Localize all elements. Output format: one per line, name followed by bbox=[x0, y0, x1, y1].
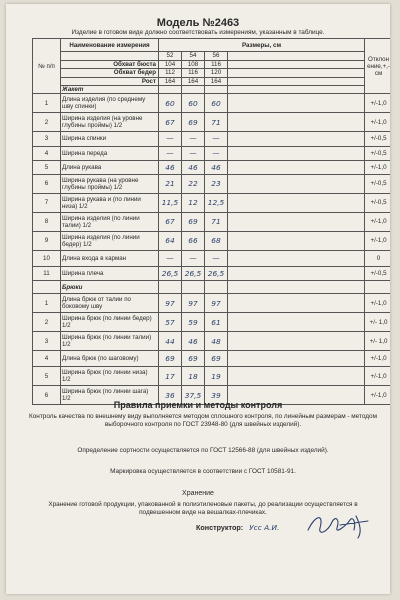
size-param-label bbox=[61, 52, 159, 61]
measurement-value: 71 bbox=[205, 212, 228, 231]
measurement-value: — bbox=[205, 132, 228, 146]
measurement-value: 26,5 bbox=[159, 266, 182, 280]
blank-cell bbox=[228, 60, 365, 69]
blank-cell bbox=[228, 313, 365, 332]
row-number: 11 bbox=[33, 266, 61, 280]
size-param-value: 164 bbox=[182, 77, 205, 86]
tolerance-value: +/- 1,0 bbox=[365, 332, 390, 351]
measurement-value: 67 bbox=[159, 212, 182, 231]
rules-title: Правила приемки и методы контроля bbox=[113, 400, 283, 410]
measurement-value: 71 bbox=[205, 113, 228, 132]
measurement-name: Ширина спинки bbox=[61, 132, 159, 146]
row-number: 5 bbox=[33, 160, 61, 174]
measurement-value: — bbox=[159, 250, 182, 266]
constructor-label: Конструктор: bbox=[196, 523, 244, 532]
measurement-value: 26,5 bbox=[205, 266, 228, 280]
blank-cell bbox=[228, 174, 365, 193]
col-sizes-header: Размеры, см bbox=[159, 39, 365, 52]
size-param-row bbox=[33, 69, 391, 78]
measurement-name: Ширина брюк (по линии талии) 1/2 bbox=[61, 332, 159, 351]
tolerance-value: +/-1,0 bbox=[365, 212, 390, 231]
row-number: 1 bbox=[33, 294, 61, 313]
blank-cell bbox=[228, 367, 365, 386]
blank-cell bbox=[205, 281, 228, 294]
paragraph-grading: Определение сортности осуществляется по ГОСТ 12566-88 (для швейных изделий). bbox=[77, 447, 329, 454]
blank-cell bbox=[182, 86, 205, 94]
size-param-value: 52 bbox=[159, 52, 182, 61]
blank-cell bbox=[228, 332, 365, 351]
measurement-name: Ширина изделия (по линии бедер) 1/2 bbox=[61, 231, 159, 250]
paragraph-marking: Маркировка осуществляется в соответствии с ГОСТ 10581-91. bbox=[110, 468, 296, 475]
document-subtitle: Изделие в готовом виде должно соответствовать измерениям, указанным в таблице. bbox=[71, 29, 325, 36]
blank-cell bbox=[228, 212, 365, 231]
tolerance-value: +/-0,5 bbox=[365, 132, 390, 146]
measurement-value: 22 bbox=[182, 174, 205, 193]
constructor-line bbox=[196, 523, 279, 532]
measurement-value: 48 bbox=[205, 332, 228, 351]
row-number: 6 bbox=[33, 174, 61, 193]
measurement-value: 23 bbox=[205, 174, 228, 193]
size-param-value: 116 bbox=[205, 60, 228, 69]
size-param-row bbox=[33, 77, 391, 86]
measurement-value: 12,5 bbox=[205, 193, 228, 212]
measurement-name: Длина изделия (по среднему шву спинки) bbox=[61, 94, 159, 113]
measurement-name: Ширина переда bbox=[61, 146, 159, 160]
table-row bbox=[33, 113, 391, 132]
blank-cell bbox=[228, 266, 365, 280]
blank-cell bbox=[228, 52, 365, 61]
measurement-value: 64 bbox=[159, 231, 182, 250]
row-number: 2 bbox=[33, 113, 61, 132]
size-param-row bbox=[33, 52, 391, 61]
row-number: 1 bbox=[33, 94, 61, 113]
size-param-label: Обхват бедер bbox=[61, 69, 159, 78]
blank-cell bbox=[228, 94, 365, 113]
measurement-value: 36 bbox=[159, 386, 182, 405]
tolerance-value: +/-1,0 bbox=[365, 160, 390, 174]
row-number: 3 bbox=[33, 132, 61, 146]
handwritten-signature bbox=[304, 510, 374, 540]
measurement-value: 69 bbox=[182, 212, 205, 231]
table-row bbox=[33, 332, 391, 351]
table-row bbox=[33, 94, 391, 113]
measurement-value: — bbox=[159, 132, 182, 146]
blank-cell bbox=[159, 86, 182, 94]
measurement-value: 21 bbox=[159, 174, 182, 193]
blank-cell bbox=[228, 250, 365, 266]
size-param-value: 164 bbox=[159, 77, 182, 86]
measurement-value: 66 bbox=[182, 231, 205, 250]
table-row bbox=[33, 146, 391, 160]
constructor-name: Усс А.И. bbox=[249, 523, 280, 532]
table-row bbox=[33, 174, 391, 193]
blank-cell bbox=[228, 113, 365, 132]
measurement-value: 46 bbox=[182, 160, 205, 174]
table-row bbox=[33, 132, 391, 146]
row-number: 9 bbox=[33, 231, 61, 250]
row-number: 4 bbox=[33, 146, 61, 160]
measurement-value: 44 bbox=[159, 332, 182, 351]
document-page bbox=[6, 4, 390, 594]
size-param-value: 116 bbox=[182, 69, 205, 78]
blank-cell bbox=[159, 281, 182, 294]
tolerance-value: +/-0,5 bbox=[365, 174, 390, 193]
measurement-value: 59 bbox=[182, 313, 205, 332]
measurement-value: 61 bbox=[205, 313, 228, 332]
measurement-name: Ширина брюк (по линии бедер) 1/2 bbox=[61, 313, 159, 332]
paragraph-quality-control: Контроль качества по внешнему виду выполняется методом сплошного контроля, по линейным размерам - методом выборочного контроля по ГОСТ 23948-80 (для швейных изделий). bbox=[29, 413, 377, 428]
measurement-value: 60 bbox=[159, 94, 182, 113]
table-row bbox=[33, 250, 391, 266]
row-number: 2 bbox=[33, 313, 61, 332]
table-header-row bbox=[33, 39, 391, 52]
row-number: 7 bbox=[33, 193, 61, 212]
size-param-value: 164 bbox=[205, 77, 228, 86]
blank-cell bbox=[228, 351, 365, 367]
row-number: 10 bbox=[33, 250, 61, 266]
measurements-table-body bbox=[33, 39, 391, 405]
measurement-value: 97 bbox=[182, 294, 205, 313]
measurement-value: 97 bbox=[159, 294, 182, 313]
measurement-value: 69 bbox=[182, 351, 205, 367]
measurement-name: Длина брюк (по шаговому) bbox=[61, 351, 159, 367]
measurement-value: 69 bbox=[159, 351, 182, 367]
measurement-name: Длина брюк от талии по боковому шву bbox=[61, 294, 159, 313]
measurement-value: — bbox=[182, 146, 205, 160]
blank-cell bbox=[228, 193, 365, 212]
measurement-value: 39 bbox=[205, 386, 228, 405]
size-param-value: 54 bbox=[182, 52, 205, 61]
section-row bbox=[33, 86, 391, 94]
table-row bbox=[33, 212, 391, 231]
section-title: Жакет bbox=[61, 86, 159, 94]
tolerance-value: +/-1,0 bbox=[365, 367, 390, 386]
size-param-value: 120 bbox=[205, 69, 228, 78]
size-param-value: 56 bbox=[205, 52, 228, 61]
size-param-value: 112 bbox=[159, 69, 182, 78]
measurement-value: 12 bbox=[182, 193, 205, 212]
measurement-name: Ширина изделия (по линии талии) 1/2 bbox=[61, 212, 159, 231]
tolerance-value: +/-0,5 bbox=[365, 146, 390, 160]
measurement-value: 17 bbox=[159, 367, 182, 386]
blank-cell bbox=[228, 231, 365, 250]
measurement-name: Ширина изделия (на уровне глубины проймы) 1/2 bbox=[61, 113, 159, 132]
measurement-value: 57 bbox=[159, 313, 182, 332]
measurement-name: Ширина рукава и (по линии низа) 1/2 bbox=[61, 193, 159, 212]
row-number: 5 bbox=[33, 367, 61, 386]
table-row bbox=[33, 160, 391, 174]
measurement-name: Длина входа в карман bbox=[61, 250, 159, 266]
row-number: 3 bbox=[33, 332, 61, 351]
measurement-name: Ширина брюк (по линии низа) 1/2 bbox=[61, 367, 159, 386]
size-param-row bbox=[33, 60, 391, 69]
col-number-header: № п/п bbox=[33, 39, 61, 94]
measurement-value: 69 bbox=[182, 113, 205, 132]
col-name-header: Наименование измерения bbox=[61, 39, 159, 52]
tolerance-value: +/-1,0 bbox=[365, 94, 390, 113]
tolerance-value: +/-1,0 bbox=[365, 231, 390, 250]
tolerance-value: +/-1,0 bbox=[365, 351, 390, 367]
measurement-value: 60 bbox=[182, 94, 205, 113]
blank-cell bbox=[182, 281, 205, 294]
blank-cell bbox=[228, 146, 365, 160]
section-row bbox=[33, 281, 391, 294]
measurement-name: Ширина брюк (по линии шага) 1/2 bbox=[61, 386, 159, 405]
tolerance-value: +/- 1,0 bbox=[365, 313, 390, 332]
tolerance-value: 0 bbox=[365, 250, 390, 266]
section-title: Брюки bbox=[61, 281, 159, 294]
row-number: 4 bbox=[33, 351, 61, 367]
table-row bbox=[33, 193, 391, 212]
tolerance-value: +/-0,5 bbox=[365, 266, 390, 280]
measurement-value: — bbox=[205, 250, 228, 266]
measurement-value: 46 bbox=[159, 160, 182, 174]
blank-cell bbox=[228, 69, 365, 78]
tolerance-value: +/-1,0 bbox=[365, 294, 390, 313]
measurement-value: 97 bbox=[205, 294, 228, 313]
document-title: Модель №2463 bbox=[156, 17, 240, 29]
storage-text: Хранение готовой продукции, упакованной в полиэтиленовые пакеты, до реализации осуществляется в подвешенном виде на вешалках-плечиках. bbox=[48, 501, 358, 516]
measurement-name: Ширина плеча bbox=[61, 266, 159, 280]
blank-cell bbox=[228, 160, 365, 174]
storage-title: Хранение bbox=[182, 490, 214, 497]
measurement-value: — bbox=[182, 132, 205, 146]
size-param-label: Рост bbox=[61, 77, 159, 86]
measurement-value: — bbox=[182, 250, 205, 266]
measurement-value: 19 bbox=[205, 367, 228, 386]
measurement-value: 18 bbox=[182, 367, 205, 386]
table-row bbox=[33, 231, 391, 250]
blank-cell bbox=[228, 281, 365, 294]
table-row bbox=[33, 313, 391, 332]
blank-cell bbox=[228, 132, 365, 146]
measurement-value: 69 bbox=[205, 351, 228, 367]
tolerance-value: +/-0,5 bbox=[365, 193, 390, 212]
blank-cell bbox=[228, 294, 365, 313]
measurement-value: — bbox=[205, 146, 228, 160]
col-tolerance-header: Отклон ение,+,- см bbox=[365, 39, 390, 94]
measurement-value: 46 bbox=[182, 332, 205, 351]
measurement-name: Длина рукава bbox=[61, 160, 159, 174]
table-row bbox=[33, 294, 391, 313]
measurement-name: Ширина рукава (на уровне глубины проймы) 1/2 bbox=[61, 174, 159, 193]
measurement-value: 26,5 bbox=[182, 266, 205, 280]
size-param-label: Обхват бюста bbox=[61, 60, 159, 69]
row-number: 6 bbox=[33, 386, 61, 405]
blank-cell bbox=[33, 281, 61, 294]
blank-cell bbox=[205, 86, 228, 94]
table-row bbox=[33, 266, 391, 280]
measurement-value: 60 bbox=[205, 94, 228, 113]
blank-cell bbox=[365, 281, 390, 294]
measurement-value: 67 bbox=[159, 113, 182, 132]
table-row bbox=[33, 367, 391, 386]
tolerance-value: +/-1,0 bbox=[365, 386, 390, 405]
table-row bbox=[33, 351, 391, 367]
tolerance-value: +/-1,0 bbox=[365, 113, 390, 132]
row-number: 8 bbox=[33, 212, 61, 231]
size-param-value: 108 bbox=[182, 60, 205, 69]
size-param-value: 104 bbox=[159, 60, 182, 69]
measurement-value: 68 bbox=[205, 231, 228, 250]
measurement-value: 11,5 bbox=[159, 193, 182, 212]
measurement-value: — bbox=[159, 146, 182, 160]
blank-cell bbox=[228, 77, 365, 86]
measurement-value: 46 bbox=[205, 160, 228, 174]
blank-cell bbox=[228, 86, 365, 94]
measurement-value: 37,5 bbox=[182, 386, 205, 405]
measurements-table bbox=[32, 38, 390, 405]
